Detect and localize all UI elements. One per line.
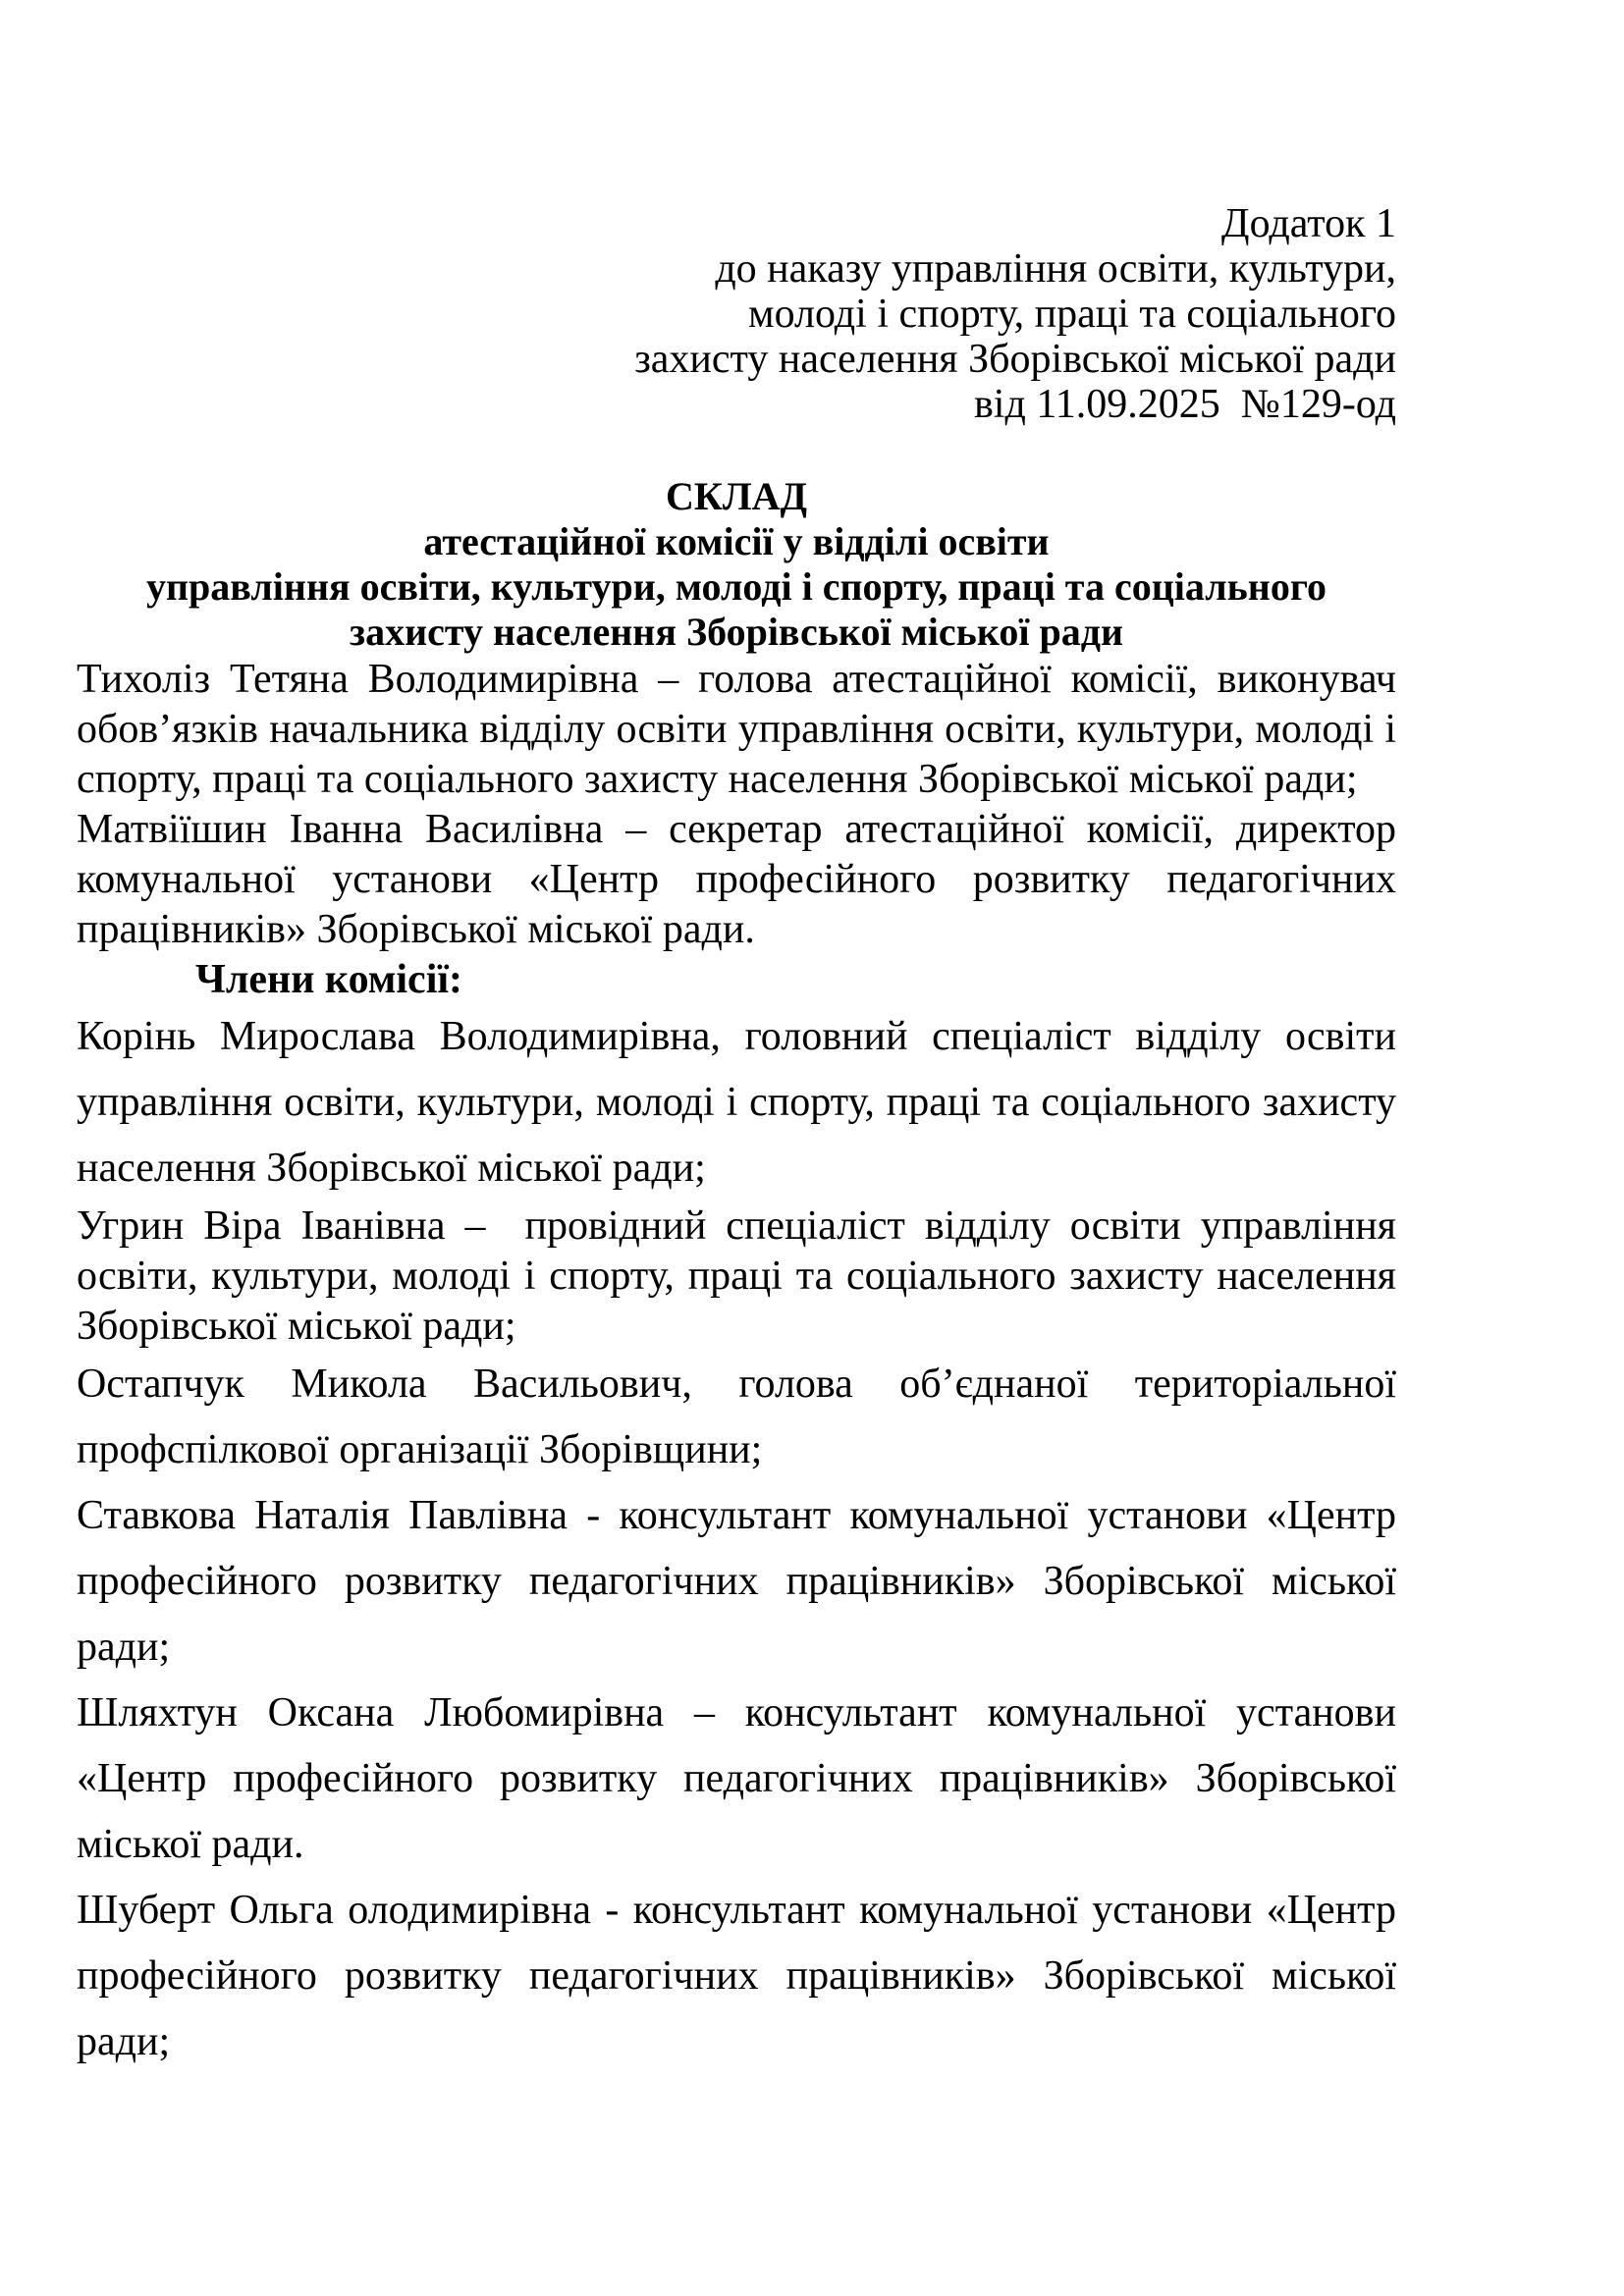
paragraph-member-uhryn: Угрин Віра Іванівна – провідний спеціаліст відділу освіти управління освіти, культури, молоді і спорту, праці та соціального захисту населення Зборівської міської ради;: [77, 1203, 1396, 1349]
title-line-sklad: СКЛАД: [665, 474, 808, 518]
order-reference-line-1: до наказу управління освіти, культури,: [715, 246, 1396, 292]
order-reference-line-3: захисту населення Зборівської міської ради: [634, 337, 1396, 382]
paragraph-member-ostapchuk: Остапчук Микола Васильович, голова об’єднаної територіальної профспілкової організації Зборівщини;: [77, 1362, 1396, 1472]
paragraph-chair-tykholiz: Тихоліз Тетяна Володимирівна – голова атестаційної комісії, виконувач обов’язків начальника відділу освіти управління освіти, культури, молоді і спорту, праці та соціального захисту населення Зборівської міської ради;: [77, 657, 1396, 802]
members-heading: Члени комісії:: [195, 957, 463, 1002]
title-line-department: управління освіти, культури, молоді і спорту, праці та соціального: [145, 564, 1327, 609]
appendix-header: [77, 201, 1396, 427]
paragraph-member-shliakhtun: Шляхтун Оксана Любомирівна – консультант комунальної установи «Центр професійного розвитку педагогічних працівників» Зборівської міської ради.: [77, 1690, 1396, 1867]
appendix-label: Додаток 1: [1220, 201, 1396, 246]
order-reference-line-2: молоді і спорту, праці та соціального: [748, 292, 1396, 337]
paragraph-member-korin: Корінь Мирослава Володимирівна, головний спеціаліст відділу освіти управління освіти, культури, молоді і спорту, праці та соціального захисту населення Зборівської міської ради;: [77, 1014, 1396, 1191]
order-date-number: від 11.09.2025 №129-од: [973, 382, 1396, 427]
title-line-commission: атестаційної комісії у відділі освіти: [423, 519, 1050, 563]
paragraph-secretary-matviishyn: Матвіїшин Іванна Василівна – секретар атестаційної комісії, директор комунальної установи «Центр професійного розвитку педагогічних працівників» Зборівської міської ради.: [77, 807, 1396, 952]
paragraph-member-stavkova: Ставкова Наталія Павлівна - консультант комунальної установи «Центр професійного розвитку педагогічних працівників» Зборівської міської ради;: [77, 1493, 1396, 1670]
title-line-council: захисту населення Зборівської міської ради: [350, 610, 1123, 654]
document-title: [77, 474, 1396, 655]
paragraph-member-shubert: Шуберт Ольга олодимирівна - консультант комунальної установи «Центр професійного розвитку педагогічних працівників» Зборівської міської ради;: [77, 1888, 1396, 2064]
